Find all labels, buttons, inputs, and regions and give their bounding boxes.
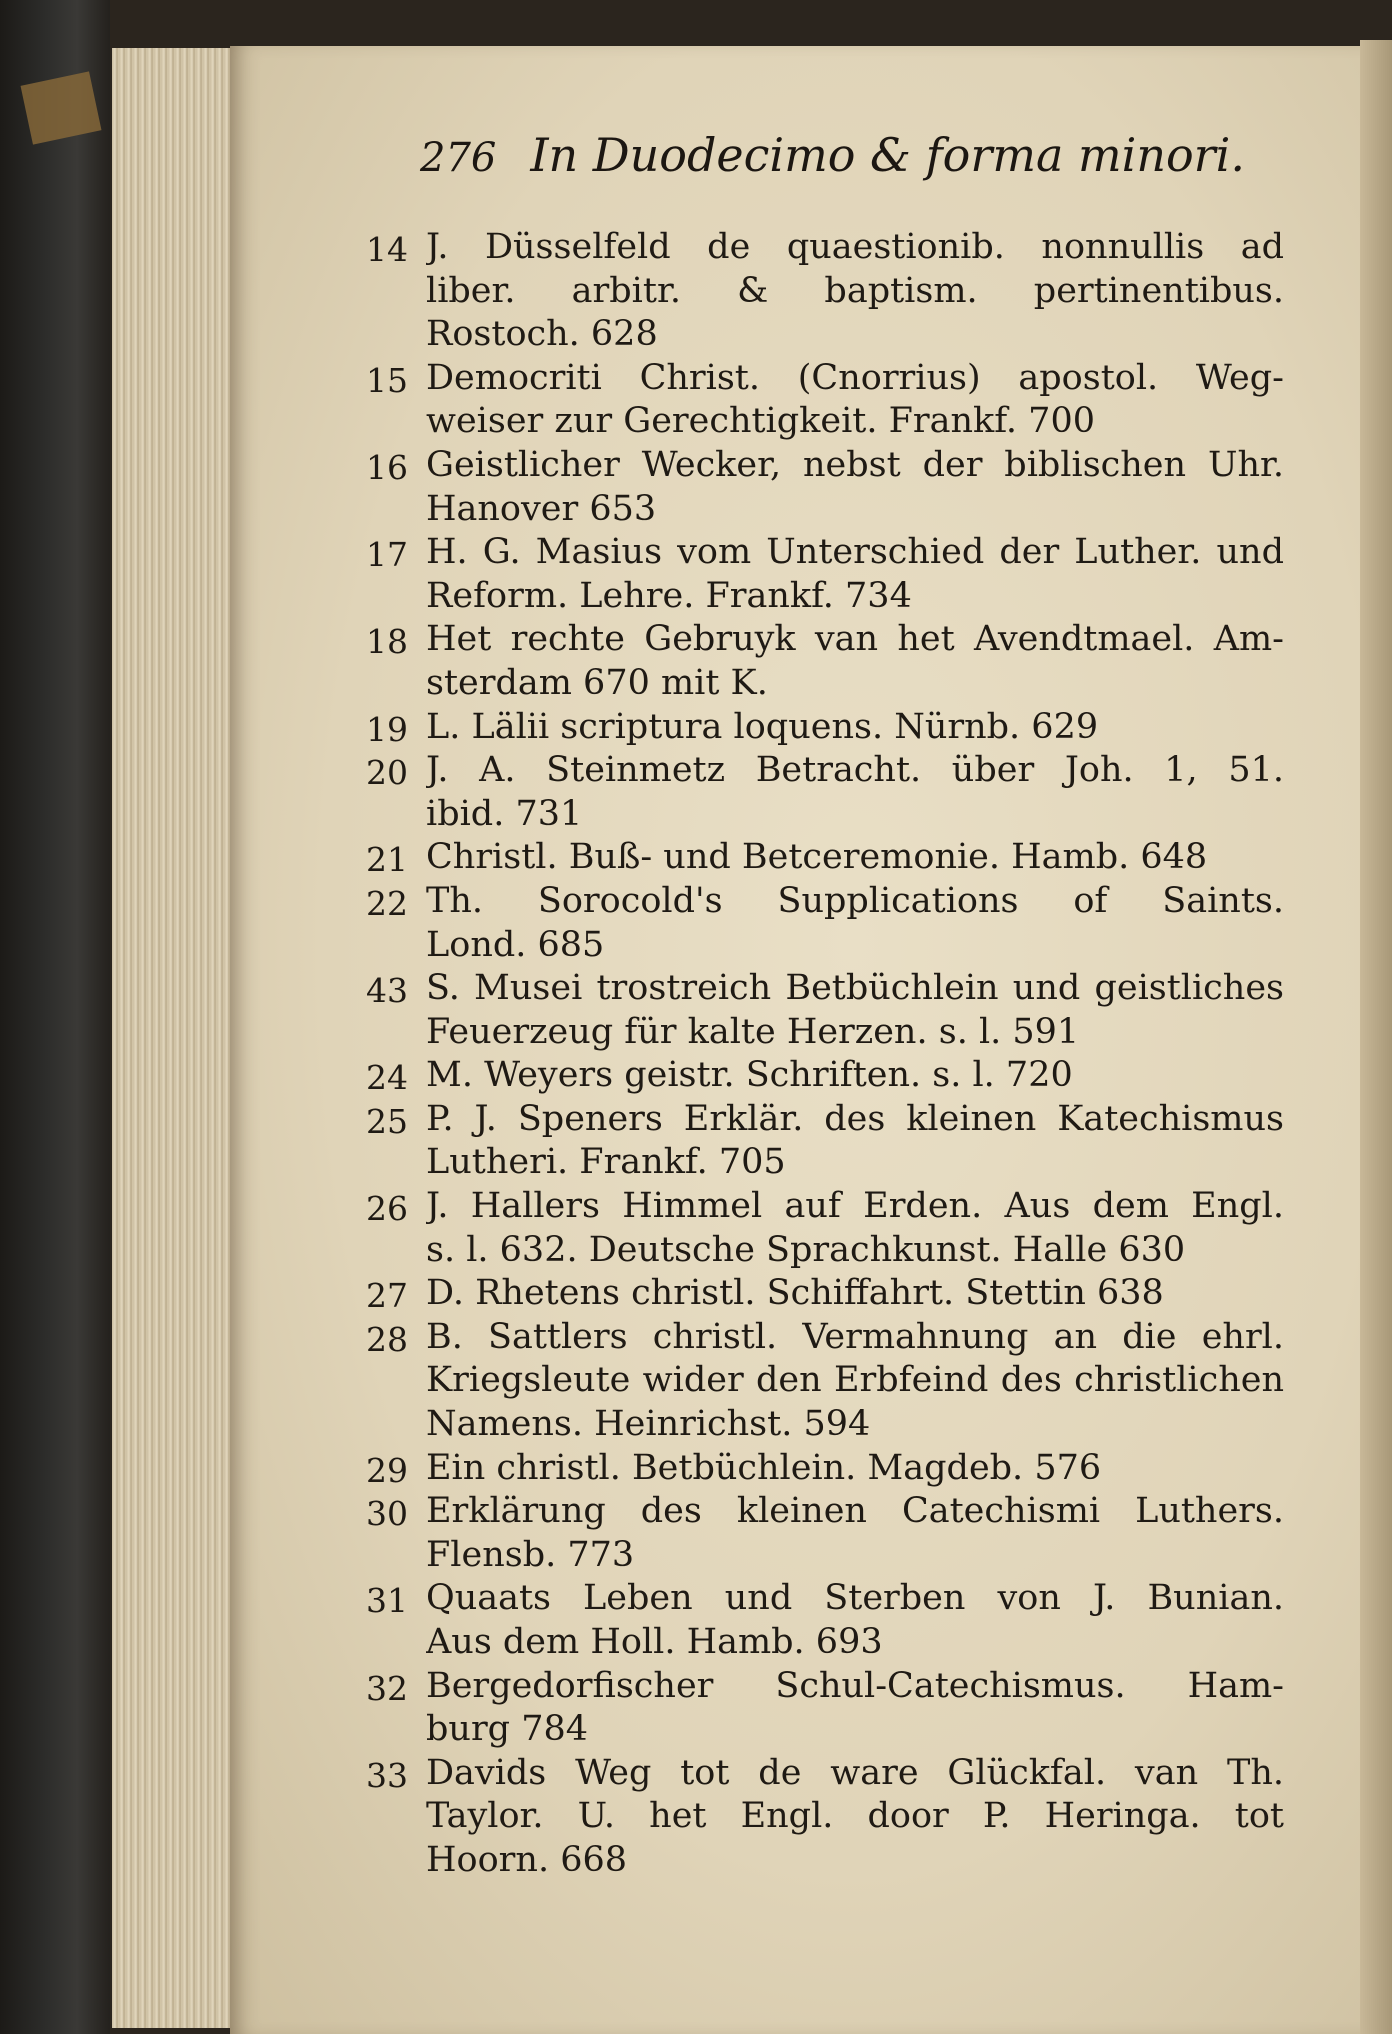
entry-text-line: Taylor. U. het Engl. door P. Heringa. tot: [426, 1796, 1284, 1837]
entry-text-line: H. G. Masius vom Unterschied der Luther. und: [426, 532, 1284, 573]
entry-text-line: Geistlicher Wecker, nebst der biblischen Uhr.: [426, 444, 1284, 485]
entry-text-line: Ein christl. Betbüchlein. Magdeb. 576: [426, 1447, 1102, 1488]
list-item: [366, 836, 1284, 880]
entry-text-line: Quaats Leben und Sterben von J. Bunian.: [426, 1578, 1284, 1619]
list-item: [366, 749, 1284, 836]
entry-text-line: Democriti Christ. (Cnorrius) apostol. Weg-: [426, 357, 1284, 398]
entry-number: 22: [366, 883, 408, 923]
entry-number: 27: [366, 1276, 408, 1316]
entry-list: [366, 226, 1284, 1883]
entry-text-line: Rostoch. 628: [426, 314, 658, 355]
facing-page-edge: [1360, 40, 1392, 2034]
entry-text-line: B. Sattlers christl. Vermahnung an die ehrl.: [426, 1316, 1284, 1357]
list-item: [366, 1577, 1284, 1664]
entry-number: 14: [366, 230, 408, 269]
entry-number: 43: [366, 971, 408, 1011]
list-item: [366, 1054, 1284, 1098]
entry-text-line: burg 784: [426, 1709, 589, 1750]
entry-text-line: ibid. 731: [426, 793, 583, 834]
entry-text-line: D. Rhetens christl. Schiffahrt. Stettin 638: [426, 1273, 1164, 1314]
entry-text-line: weiser zur Gerechtigkeit. Frankf. 700: [426, 401, 1095, 442]
entry-number: 18: [366, 622, 408, 662]
list-item: [366, 531, 1284, 618]
entry-text-line: Namens. Heinrichst. 594: [426, 1404, 871, 1445]
entry-number: 15: [366, 360, 408, 400]
list-item: [366, 880, 1284, 967]
list-item: [366, 706, 1284, 750]
list-item: [366, 444, 1284, 531]
entry-text-line: s. l. 632. Deutsche Sprachkunst. Halle 630: [426, 1229, 1186, 1270]
list-item: [366, 967, 1284, 1054]
entry-text-line: P. J. Speners Erklär. des kleinen Katechismus: [426, 1098, 1284, 1139]
entry-number: 33: [366, 1755, 408, 1795]
entry-text-line: J. A. Steinmetz Betracht. über Joh. 1, 51.: [426, 750, 1284, 791]
entry-text-line: Bergedorfischer Schul-Catechismus. Ham-: [426, 1665, 1284, 1706]
page-header: [420, 128, 1320, 188]
entry-text-line: Lutheri. Frankf. 705: [426, 1142, 786, 1183]
entry-text-line: L. Lälii scriptura loquens. Nürnb. 629: [426, 706, 1099, 747]
running-title: In Duodecimo & forma minori.: [530, 128, 1245, 182]
entry-number: 17: [366, 535, 408, 575]
entry-text-line: J. Düsselfeld de quaestionib. nonnullis ad: [426, 227, 1284, 267]
entry-number: 29: [366, 1450, 408, 1490]
entry-number: 25: [366, 1101, 408, 1141]
entry-text-line: S. Musei trostreich Betbüchlein und geistliches: [426, 968, 1284, 1009]
entry-text-line: Kriegsleute wider den Erbfeind des christlichen: [426, 1360, 1284, 1401]
entry-text-line: Flensb. 773: [426, 1534, 635, 1575]
page-number: 276: [420, 135, 497, 181]
entry-number: 24: [366, 1058, 408, 1098]
entry-text-line: M. Weyers geistr. Schriften. s. l. 720: [426, 1055, 1073, 1096]
list-item: [366, 1665, 1284, 1752]
list-item: [366, 226, 1284, 357]
entry-number: 30: [366, 1494, 408, 1534]
entry-text-line: Feuerzeug für kalte Herzen. s. l. 591: [426, 1011, 1080, 1052]
entry-text-line: Christl. Buß- und Betceremonie. Hamb. 648: [426, 837, 1208, 878]
entry-number: 32: [366, 1668, 408, 1708]
list-item: [366, 357, 1284, 444]
entry-number: 16: [366, 447, 408, 487]
entry-number: 28: [366, 1319, 408, 1359]
entry-number: 19: [366, 709, 408, 749]
entry-text-line: J. Hallers Himmel auf Erden. Aus dem Engl.: [426, 1186, 1284, 1227]
entry-text-line: Erklärung des kleinen Catechismi Luthers.: [426, 1491, 1284, 1532]
entry-text-line: Th. Sorocold's Supplications of Saints.: [426, 880, 1284, 921]
entry-text-line: Davids Weg tot de ware Glückfal. van Th.: [426, 1752, 1284, 1793]
entry-number: 21: [366, 840, 408, 880]
list-item: [366, 618, 1284, 705]
list-item: [366, 1447, 1284, 1491]
entry-text-line: Reform. Lehre. Frankf. 734: [426, 575, 912, 616]
entry-text-line: liber. arbitr. & baptism. pertinentibus.: [426, 270, 1284, 311]
entry-text-line: Het rechte Gebruyk van het Avendtmael. Am-: [426, 619, 1284, 660]
list-item: [366, 1272, 1284, 1316]
list-item: [366, 1185, 1284, 1272]
entry-number: 31: [366, 1581, 408, 1621]
list-item: [366, 1752, 1284, 1883]
book-cover: [0, 0, 110, 2034]
page-edges: [112, 48, 247, 2028]
list-item: [366, 1098, 1284, 1185]
entry-text-line: Hanover 653: [426, 488, 657, 529]
entry-text-line: sterdam 670 mit K.: [426, 662, 768, 703]
list-item: [366, 1490, 1284, 1577]
entry-text-line: Hoorn. 668: [426, 1839, 627, 1880]
entry-number: 20: [366, 753, 408, 793]
entry-text-line: Lond. 685: [426, 924, 605, 965]
list-item: [366, 1316, 1284, 1447]
entry-number: 26: [366, 1189, 408, 1229]
entry-text-line: Aus dem Holl. Hamb. 693: [426, 1622, 883, 1662]
